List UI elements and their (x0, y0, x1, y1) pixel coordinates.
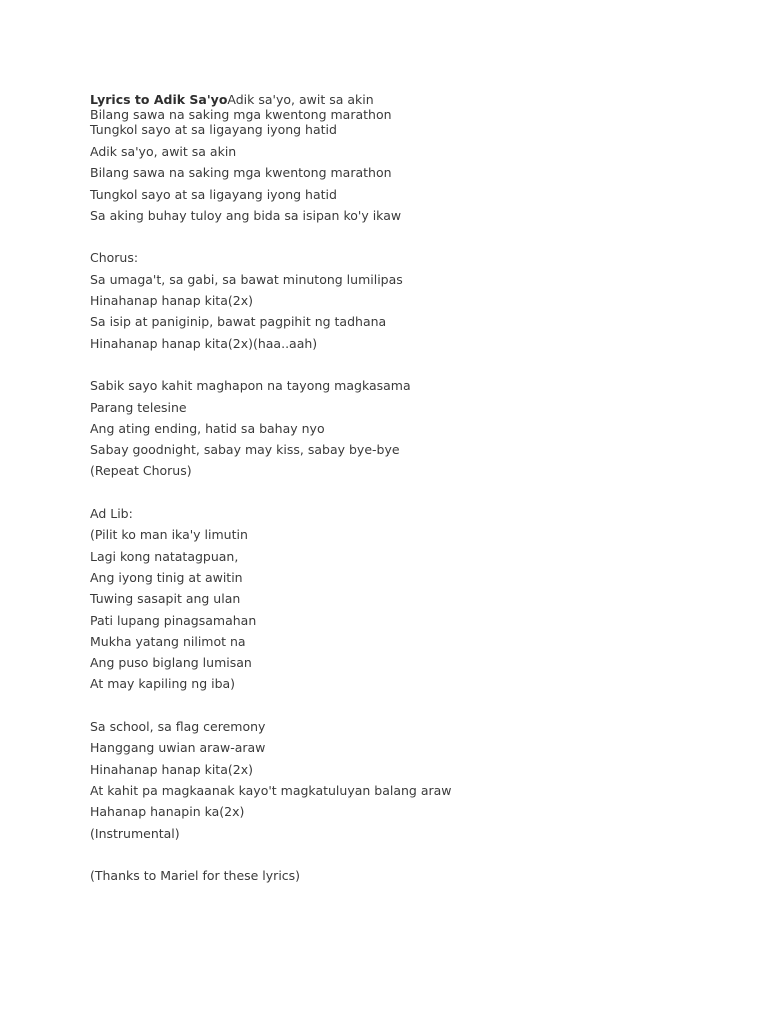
lyrics-body (90, 141, 730, 886)
lyric-line: (Repeat Chorus) (90, 463, 192, 479)
stanza (90, 247, 730, 353)
lyric-line: (Pilit ko man ika'y limutin (90, 527, 248, 543)
lyrics-header (90, 92, 730, 137)
lyric-line: Chorus: (90, 250, 139, 266)
lyric-line: Sa isip at paniginip, bawat pagpihit ng tadhana (90, 314, 387, 330)
lyric-line: At may kapiling ng iba) (90, 676, 236, 692)
lyric-line: Sa aking buhay tuloy ang bida sa isipan ko'y ikaw (90, 207, 402, 223)
lyric-line: Hinahanap hanap kita(2x) (90, 293, 253, 309)
header-line-3: Tungkol sayo at sa ligayang iyong hatid (90, 122, 337, 137)
stanza (90, 141, 730, 226)
lyric-line: Pati lupang pinagsamahan (90, 612, 257, 628)
stanza (90, 503, 730, 695)
lyric-line: Hinahanap hanap kita(2x) (90, 761, 253, 777)
lyric-line: Sa school, sa flag ceremony (90, 719, 266, 735)
lyrics-document (90, 92, 730, 886)
lyric-line: Hinahanap hanap kita(2x)(haa..aah) (90, 335, 318, 351)
lyric-line: At kahit pa magkaanak kayo't magkatuluyan balang araw (90, 782, 452, 798)
lyrics-title: Lyrics to Adik Sa'yo (90, 92, 228, 107)
lyric-line: Sa umaga't, sa gabi, sa bawat minutong lumilipas (90, 271, 403, 287)
header-line-text: Adik sa'yo, awit sa akin (227, 92, 374, 107)
stanza-gap (90, 226, 730, 247)
stanza-gap (90, 482, 730, 503)
lyric-line: Ad Lib: (90, 506, 133, 522)
lyric-line: Sabay goodnight, sabay may kiss, sabay bye-bye (90, 442, 400, 458)
lyric-line: Hahanap hanapin ka(2x) (90, 804, 245, 820)
lyric-line: Lagi kong natatagpuan, (90, 548, 239, 564)
stanza (90, 865, 730, 886)
lyric-line: (Thanks to Mariel for these lyrics) (90, 868, 301, 884)
lyric-line: Sabik sayo kahit maghapon na tayong magkasama (90, 378, 411, 394)
lyric-line: Tuwing sasapit ang ulan (90, 591, 241, 607)
stanza-gap (90, 844, 730, 865)
lyric-line: Mukha yatang nilimot na (90, 633, 246, 649)
lyric-line: Hanggang uwian araw-araw (90, 740, 266, 756)
stanza-gap (90, 354, 730, 375)
lyric-line: Ang iyong tinig at awitin (90, 569, 243, 585)
stanza (90, 716, 730, 844)
lyric-line: Bilang sawa na saking mga kwentong marathon (90, 165, 392, 181)
lyric-line: Ang ating ending, hatid sa bahay nyo (90, 420, 325, 436)
lyric-line: Tungkol sayo at sa ligayang iyong hatid (90, 186, 337, 202)
header-line-1 (90, 92, 730, 107)
lyric-line: Parang telesine (90, 399, 187, 415)
header-line-2: Bilang sawa na saking mga kwentong marathon (90, 107, 392, 122)
stanza (90, 375, 730, 481)
lyric-line: Ang puso biglang lumisan (90, 655, 252, 671)
lyric-line: (Instrumental) (90, 825, 180, 841)
stanza-gap (90, 695, 730, 716)
lyric-line: Adik sa'yo, awit sa akin (90, 144, 237, 159)
